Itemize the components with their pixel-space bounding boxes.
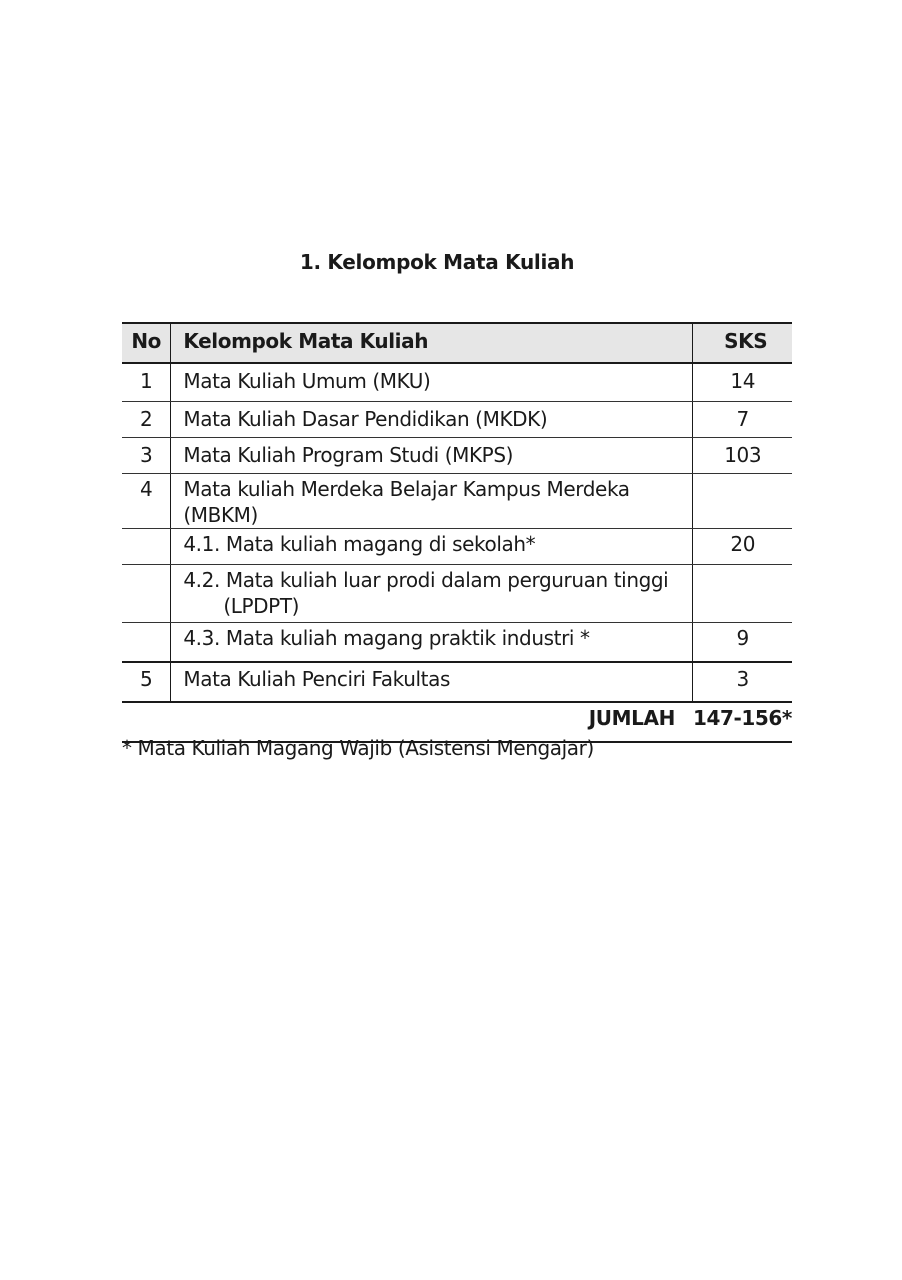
row-group-line2: (LPDPT) <box>223 593 300 618</box>
row-no: 2 <box>122 401 171 437</box>
row-group-line1: 4.2. Mata kuliah luar prodi dalam perguruan tinggi <box>183 567 669 592</box>
row-sks: 9 <box>693 622 792 662</box>
row-sks: 7 <box>693 401 792 437</box>
row-no <box>122 528 171 564</box>
table-row <box>122 622 792 662</box>
course-group-table <box>122 322 792 743</box>
table-row <box>122 528 792 564</box>
table-row <box>122 363 792 401</box>
row-group: 4.3. Mata kuliah magang praktik industri * <box>171 622 693 662</box>
row-no <box>122 622 171 662</box>
row-sks <box>693 473 792 528</box>
table-row <box>122 473 792 528</box>
table-row <box>122 662 792 702</box>
row-no: 5 <box>122 662 171 702</box>
row-group <box>171 564 693 622</box>
row-sks: 14 <box>693 363 792 401</box>
section-title: 1. Kelompok Mata Kuliah <box>299 250 575 274</box>
row-sks: 103 <box>693 437 792 473</box>
header-no: No <box>122 323 171 363</box>
row-no: 1 <box>122 363 171 401</box>
row-group: Mata Kuliah Dasar Pendidikan (MKDK) <box>171 401 693 437</box>
table-header-row <box>122 323 792 363</box>
table-row <box>122 401 792 437</box>
table-row <box>122 437 792 473</box>
total-label: JUMLAH <box>122 702 693 742</box>
row-group: Mata kuliah Merdeka Belajar Kampus Merdeka (MBKM) <box>171 473 693 528</box>
row-no <box>122 564 171 622</box>
row-sks: 3 <box>693 662 792 702</box>
table-row <box>122 564 792 622</box>
row-group: Mata Kuliah Penciri Fakultas <box>171 662 693 702</box>
row-group: Mata Kuliah Program Studi (MKPS) <box>171 437 693 473</box>
footnote: * Mata Kuliah Magang Wajib (Asistensi Mengajar) <box>122 736 594 760</box>
row-sks: 20 <box>693 528 792 564</box>
row-no: 4 <box>122 473 171 528</box>
row-group: Mata Kuliah Umum (MKU) <box>171 363 693 401</box>
total-value: 147-156* <box>693 702 792 742</box>
header-group: Kelompok Mata Kuliah <box>171 323 693 363</box>
row-no: 3 <box>122 437 171 473</box>
row-sks <box>693 564 792 622</box>
header-sks: SKS <box>693 323 792 363</box>
row-group: 4.1. Mata kuliah magang di sekolah* <box>171 528 693 564</box>
